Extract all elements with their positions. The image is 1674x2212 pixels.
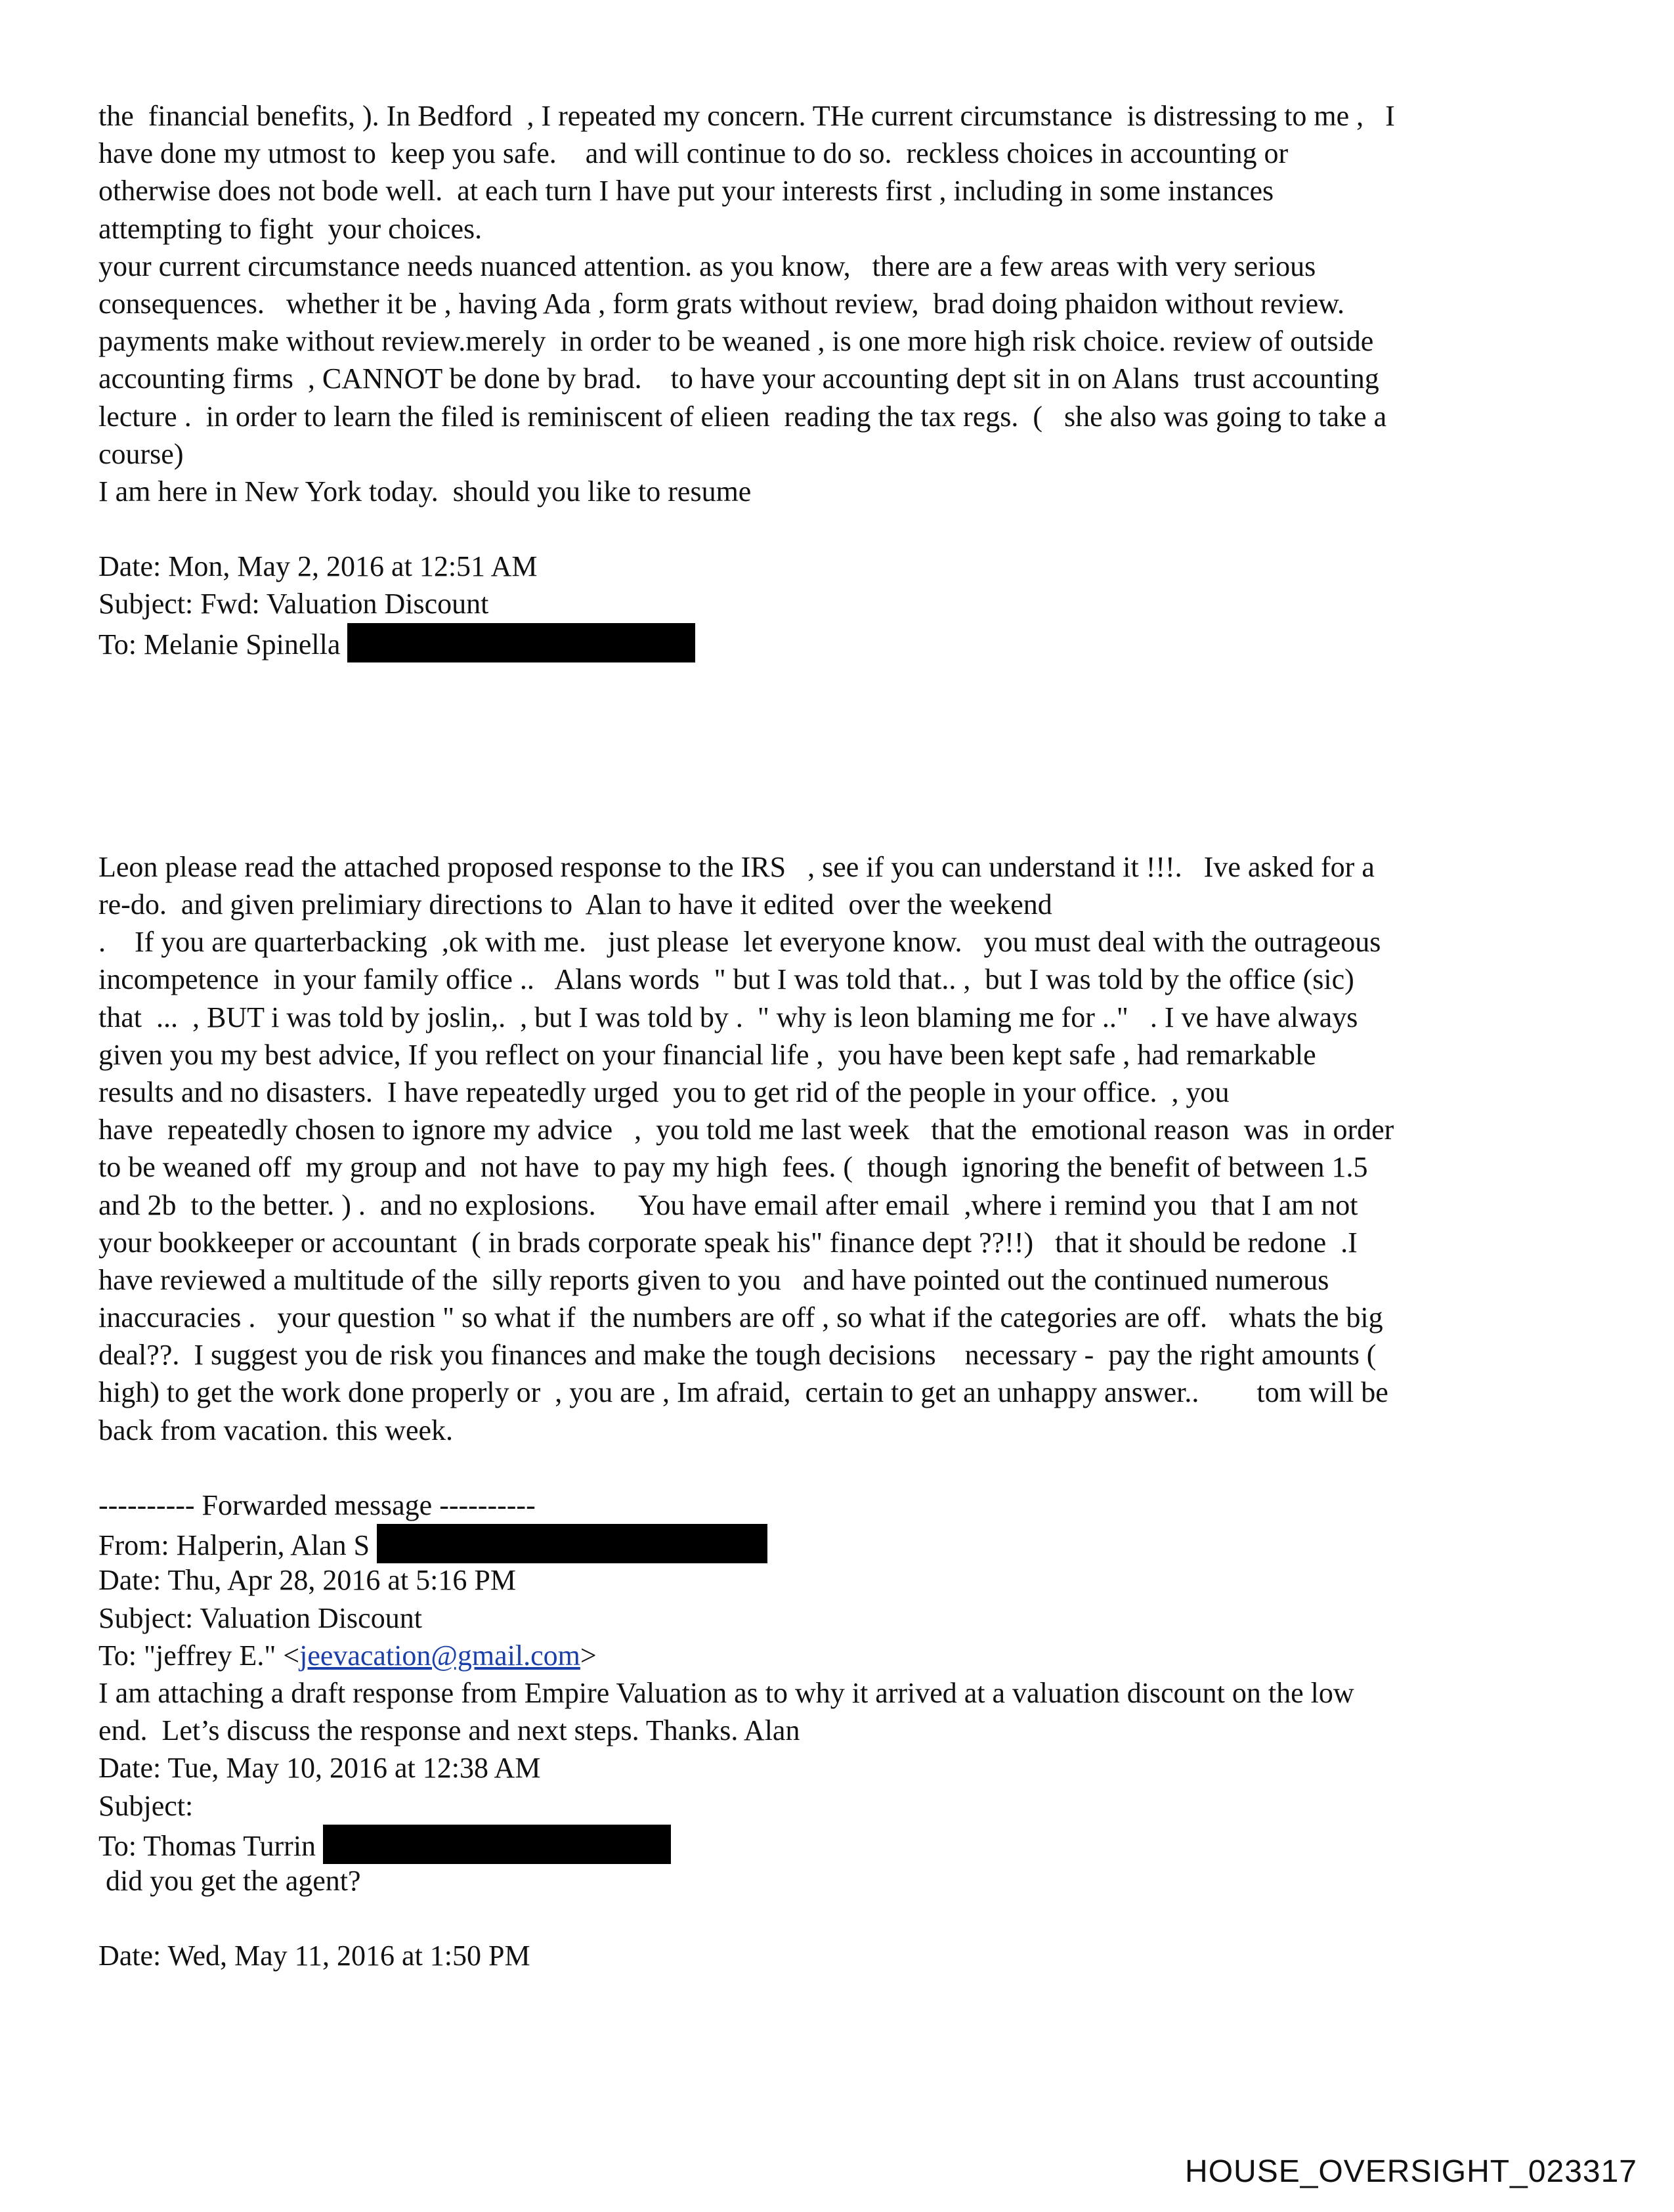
spacer — [98, 510, 1576, 548]
email-header-1 — [98, 548, 1576, 661]
paragraph-line: otherwise does not bode well. at each turn I have put your interests first , including in some instances — [98, 175, 1274, 207]
email-to: To: Thomas Turrin — [98, 1829, 316, 1862]
paragraph-line: lecture . in order to learn the filed is reminiscent of elieen reading the tax regs. ( she also was going to take a — [98, 400, 1387, 433]
paragraph-line: your current circumstance needs nuanced attention. as you know, there are a few areas with very serious — [98, 249, 1316, 282]
spacer — [98, 1899, 1576, 1937]
paragraph-line: re-do. and given prelimiary directions to Alan to have it edited over the weekend — [98, 888, 1052, 921]
paragraph-line: high) to get the work done properly or , you are , Im afraid, certain to get an unhappy answer.. tom will be — [98, 1376, 1388, 1409]
paragraph-line: attempting to fight your choices. — [98, 212, 483, 245]
email-body: did you get the agent? — [98, 1864, 361, 1897]
paragraph-line: back from vacation. this week. — [98, 1414, 454, 1446]
forwarded-to-line — [98, 1637, 1576, 1674]
forwarded-message — [98, 1486, 1576, 1749]
email-date: Date: Tue, May 10, 2016 at 12:38 AM — [98, 1752, 541, 1785]
paragraph-line: to be weaned off my group and not have to pay my high fees. ( though ignoring the benefit of between 1.5 — [98, 1151, 1368, 1184]
forwarded-from-line — [98, 1524, 1576, 1561]
forwarded-to-suffix: > — [580, 1639, 597, 1672]
forwarded-body-line: I am attaching a draft response from Empire Valuation as to why it arrived at a valuation discount on the low — [98, 1676, 1354, 1709]
paragraph-line: payments make without review.merely in order to be weaned , is one more high risk choice. review of outside — [98, 325, 1374, 358]
document-page — [98, 97, 1576, 1974]
email-date: Date: Mon, May 2, 2016 at 12:51 AM — [98, 550, 538, 583]
email-header-2 — [98, 1749, 1576, 1899]
paragraph-line: have repeatedly chosen to ignore my advice , you told me last week that the emotional reason was in order — [98, 1114, 1394, 1146]
email-to-line — [98, 623, 1576, 661]
forwarded-body-line: end. Let’s discuss the response and next steps. Thanks. Alan — [98, 1714, 800, 1747]
redaction-bar — [323, 1825, 671, 1864]
paragraph-line: and 2b to the better. ) . and no explosions. You have email after email ,where i remind you that I am not — [98, 1188, 1358, 1221]
forwarded-header: ---------- Forwarded message ---------- — [98, 1489, 536, 1521]
paragraph-line: consequences. whether it be , having Ada , form grats without review, brad doing phaidon without review. — [98, 287, 1345, 320]
email-to: To: Melanie Spinella — [98, 628, 341, 661]
paragraph-line: I am here in New York today. should you like to resume — [98, 475, 752, 508]
paragraph-2 — [98, 848, 1576, 1449]
email-to-line — [98, 1825, 1576, 1862]
paragraph-line: Leon please read the attached proposed response to the IRS , see if you can understand it !!!. Ive asked for a — [98, 850, 1375, 883]
email-header-3 — [98, 1937, 1576, 1974]
email-subject: Subject: Fwd: Valuation Discount — [98, 588, 489, 620]
paragraph-line: your bookkeeper or accountant ( in brads corporate speak his" finance dept ??!!) that it should be redone .I — [98, 1226, 1358, 1259]
paragraph-line: deal??. I suggest you de risk you finances and make the tough decisions necessary - pay the right amounts ( — [98, 1339, 1377, 1372]
redaction-bar — [377, 1524, 767, 1563]
paragraph-line: results and no disasters. I have repeatedly urged you to get rid of the people in your office. , you — [98, 1075, 1230, 1108]
paragraph-line: the financial benefits, ). In Bedford , I repeated my concern. THe current circumstance is distressing to me , I — [98, 100, 1395, 132]
email-link[interactable]: jeevacation@gmail.com — [299, 1639, 580, 1672]
paragraph-line: incompetence in your family office .. Alans words " but I was told that.. , but I was told by the office (sic) — [98, 963, 1354, 996]
paragraph-1 — [98, 97, 1576, 510]
paragraph-line: . If you are quarterbacking ,ok with me. just please let everyone know. you must deal with the outrageous — [98, 926, 1381, 959]
paragraph-line: have reviewed a multitude of the silly reports given to you and have pointed out the continued numerous — [98, 1263, 1329, 1296]
paragraph-line: have done my utmost to keep you safe. and will continue to do so. reckless choices in accounting or — [98, 137, 1289, 170]
forwarded-from: From: Halperin, Alan S — [98, 1529, 370, 1562]
forwarded-subject: Subject: Valuation Discount — [98, 1601, 422, 1634]
spacer — [98, 1449, 1576, 1486]
forwarded-date: Date: Thu, Apr 28, 2016 at 5:16 PM — [98, 1564, 516, 1597]
email-subject: Subject: — [98, 1789, 194, 1822]
paragraph-line: course) — [98, 437, 184, 470]
paragraph-line: accounting firms , CANNOT be done by brad. to have your accounting dept sit in on Alans trust accounting — [98, 362, 1379, 395]
email-date: Date: Wed, May 11, 2016 at 1:50 PM — [98, 1940, 530, 1972]
paragraph-line: inaccuracies . your question " so what if the numbers are off , so what if the categories are off. whats the big — [98, 1301, 1383, 1334]
spacer — [98, 661, 1576, 848]
paragraph-line: given you my best advice, If you reflect on your financial life , you have been kept safe , had remarkable — [98, 1038, 1316, 1071]
redaction-bar — [347, 623, 695, 662]
bates-number: HOUSE_OVERSIGHT_023317 — [1185, 2154, 1637, 2189]
paragraph-line: that ... , BUT i was told by joslin,. , but I was told by . " why is leon blaming me for .." . I ve have always — [98, 1001, 1358, 1033]
forwarded-to-prefix: To: "jeffrey E." < — [98, 1639, 300, 1672]
